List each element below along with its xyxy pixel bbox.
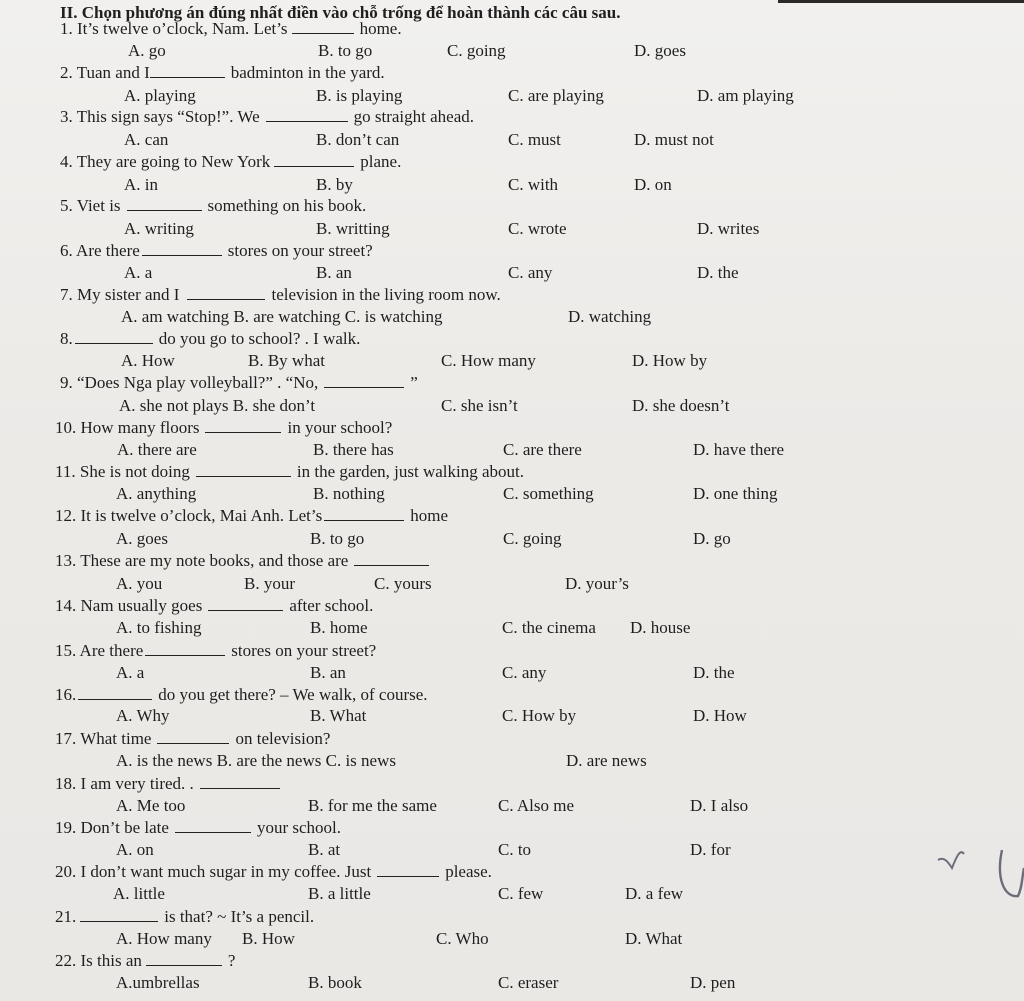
answer-option[interactable]: D. the: [697, 263, 739, 282]
answer-option[interactable]: C. going: [447, 41, 506, 60]
question-text-after: television in the living room now.: [271, 285, 501, 304]
answer-option[interactable]: D. she doesn’t: [632, 396, 730, 415]
answer-option[interactable]: D. your’s: [565, 574, 629, 593]
header-rule: [778, 0, 1024, 3]
answer-blank[interactable]: [80, 907, 158, 922]
answer-blank[interactable]: [175, 818, 251, 833]
answer-option[interactable]: B. book: [308, 973, 362, 992]
answer-option[interactable]: A. writing: [124, 219, 194, 238]
answer-blank[interactable]: [205, 418, 281, 433]
answer-option[interactable]: D. How: [693, 706, 747, 725]
answer-option[interactable]: B. for me the same: [308, 796, 437, 815]
question-text-after: on television?: [235, 729, 331, 748]
question-text-after: home: [410, 506, 449, 525]
answer-option[interactable]: B. to go: [318, 41, 373, 60]
answer-option[interactable]: A. a: [124, 263, 153, 282]
answer-option[interactable]: C. are there: [503, 440, 582, 459]
question-text: 22. Is this an: [55, 951, 142, 970]
question-text-after: your school.: [256, 818, 341, 837]
answer-option[interactable]: D. am playing: [697, 86, 794, 105]
answer-option[interactable]: C. any: [502, 663, 547, 682]
answer-option[interactable]: A. go: [128, 41, 166, 60]
question-text: 2. Tuan and I: [60, 63, 150, 82]
answer-option[interactable]: A. anything: [116, 484, 197, 503]
answer-option[interactable]: A. there are: [117, 440, 197, 459]
answer-option[interactable]: B. What: [310, 706, 367, 725]
question-text-after: ?: [227, 951, 236, 970]
question-text-after: ”: [410, 373, 418, 392]
question-text: 7. My sister and I: [60, 285, 180, 304]
question-text-after: in your school?: [287, 418, 393, 437]
answer-option[interactable]: C. How many: [441, 351, 536, 370]
question-13: [55, 551, 435, 571]
answer-option[interactable]: A. Me too: [116, 796, 186, 815]
answer-option[interactable]: D. have there: [693, 440, 785, 459]
answer-option[interactable]: A. is the news B. are the news C. is news: [116, 751, 396, 770]
answer-option[interactable]: B. By what: [248, 351, 325, 370]
answer-option[interactable]: A. goes: [116, 529, 168, 548]
answer-option[interactable]: C. Also me: [498, 796, 575, 815]
answer-option[interactable]: B. a little: [308, 884, 371, 903]
question-22: [55, 951, 235, 971]
question-text-after: is that? ~ It’s a pencil.: [164, 907, 315, 926]
answer-option[interactable]: D. How by: [632, 351, 708, 370]
question-5: [60, 196, 366, 216]
answer-option[interactable]: C. How by: [502, 706, 577, 725]
question-18: [55, 774, 286, 794]
answer-blank[interactable]: [127, 196, 202, 211]
answer-option[interactable]: A. to fishing: [116, 618, 202, 637]
answer-option[interactable]: D. I also: [690, 796, 749, 815]
question-text: 18. I am very tired. .: [55, 774, 194, 793]
answer-option[interactable]: C. wrote: [508, 219, 567, 238]
question-6: [60, 241, 373, 261]
answer-option[interactable]: C. she isn’t: [441, 396, 518, 415]
question-text-after: something on his book.: [207, 196, 367, 215]
answer-option[interactable]: C. eraser: [498, 973, 559, 992]
answer-option[interactable]: A. in: [124, 175, 158, 194]
answer-option[interactable]: A. a: [116, 663, 145, 682]
question-1: [60, 19, 402, 39]
answer-option[interactable]: D. watching: [568, 307, 652, 326]
answer-option[interactable]: C. few: [498, 884, 544, 903]
question-9: [60, 373, 418, 393]
question-text: 14. Nam usually goes: [55, 596, 203, 615]
answer-option[interactable]: C. the cinema: [502, 618, 596, 637]
answer-option[interactable]: D. for: [690, 840, 731, 859]
question-text: 19. Don’t be late: [55, 818, 169, 837]
question-text-after: go straight ahead.: [353, 107, 475, 126]
answer-blank[interactable]: [292, 19, 354, 34]
question-text: 8.: [60, 329, 73, 348]
answer-option[interactable]: A. you: [116, 574, 163, 593]
answer-option[interactable]: B. your: [244, 574, 295, 593]
answer-option[interactable]: B. writting: [316, 219, 390, 238]
answer-blank[interactable]: [142, 241, 222, 256]
answer-blank[interactable]: [145, 641, 225, 656]
answer-option[interactable]: B. is playing: [316, 86, 403, 105]
answer-option[interactable]: A. How many: [116, 929, 212, 948]
answer-option[interactable]: C. Who: [436, 929, 489, 948]
answer-blank[interactable]: [187, 285, 265, 300]
answer-option[interactable]: D. goes: [634, 41, 686, 60]
question-text: 10. How many floors: [55, 418, 200, 437]
question-text: 15. Are there: [55, 641, 144, 660]
question-text: 16.: [55, 685, 77, 704]
answer-option[interactable]: A. on: [116, 840, 154, 859]
answer-option[interactable]: D. one thing: [693, 484, 778, 503]
answer-option[interactable]: C. any: [508, 263, 553, 282]
question-text-after: stores on your street?: [227, 241, 373, 260]
answer-option[interactable]: A. playing: [124, 86, 196, 105]
question-17: [55, 729, 330, 749]
question-14: [55, 596, 373, 616]
answer-option[interactable]: D. the: [693, 663, 735, 682]
question-text: 21.: [55, 907, 77, 926]
answer-option[interactable]: A. How: [121, 351, 175, 370]
question-text-after: stores on your street?: [231, 641, 377, 660]
question-text: 20. I don’t want much sugar in my coffee. Just: [55, 862, 372, 881]
answer-option[interactable]: D. pen: [690, 973, 736, 992]
answer-blank[interactable]: [324, 506, 404, 521]
answer-option[interactable]: D. on: [634, 175, 672, 194]
answer-blank[interactable]: [377, 862, 439, 877]
answer-blank[interactable]: [75, 329, 153, 344]
answer-option[interactable]: C. going: [503, 529, 562, 548]
question-7: [60, 285, 501, 305]
answer-option[interactable]: D. a few: [625, 884, 684, 903]
answer-blank[interactable]: [150, 63, 225, 78]
answer-option[interactable]: B. at: [308, 840, 341, 859]
answer-option[interactable]: D. are news: [566, 751, 647, 770]
answer-blank[interactable]: [274, 152, 354, 167]
answer-option[interactable]: D. must not: [634, 130, 714, 149]
answer-blank[interactable]: [196, 462, 291, 477]
answer-option[interactable]: A. little: [113, 884, 165, 903]
question-19: [55, 818, 341, 838]
question-text-after: home.: [359, 19, 402, 38]
answer-option[interactable]: A. can: [124, 130, 169, 149]
question-text: 13. These are my note books, and those are: [55, 551, 349, 570]
question-text-after: badminton in the yard.: [230, 63, 385, 82]
question-15: [55, 641, 376, 661]
answer-option[interactable]: C. something: [503, 484, 594, 503]
question-text: 6. Are there: [60, 241, 140, 260]
answer-option[interactable]: D. What: [625, 929, 683, 948]
question-text-after: do you get there? – We walk, of course.: [158, 685, 428, 704]
answer-blank[interactable]: [266, 107, 348, 122]
question-text-after: after school.: [289, 596, 374, 615]
question-21: [55, 907, 314, 927]
question-12: [55, 506, 448, 526]
question-text-after: in the garden, just walking about.: [296, 462, 524, 481]
question-20: [55, 862, 492, 882]
question-text: 1. It’s twelve o’clock, Nam. Let’s: [60, 19, 288, 38]
answer-option[interactable]: C. to: [498, 840, 532, 859]
answer-option[interactable]: C. must: [508, 130, 561, 149]
answer-blank[interactable]: [200, 774, 280, 789]
answer-option[interactable]: D. writes: [697, 219, 760, 238]
answer-blank[interactable]: [324, 373, 404, 388]
question-text: 4. They are going to New York: [60, 152, 271, 171]
question-text: 3. This sign says “Stop!”. We: [60, 107, 260, 126]
question-8: [60, 329, 360, 349]
answer-option[interactable]: A. Why: [116, 706, 170, 725]
question-text-after: do you go to school? . I walk.: [158, 329, 361, 348]
answer-option[interactable]: A.umbrellas: [116, 973, 200, 992]
answer-option[interactable]: A. am watching B. are watching C. is watching: [121, 307, 443, 326]
answer-blank[interactable]: [208, 596, 283, 611]
answer-option[interactable]: B. an: [316, 263, 352, 282]
answer-option[interactable]: C. with: [508, 175, 559, 194]
section-title: II. Chọn phương án đúng nhất điền vào chỗ trống để hoàn thành các câu sau.: [60, 3, 621, 22]
answer-option[interactable]: D. go: [693, 529, 731, 548]
answer-option[interactable]: B. don’t can: [316, 130, 400, 149]
answer-option[interactable]: B. to go: [310, 529, 365, 548]
question-text-after: plane.: [360, 152, 402, 171]
question-text: 12. It is twelve o’clock, Mai Anh. Let’s: [55, 506, 323, 525]
answer-option[interactable]: B. an: [310, 663, 346, 682]
question-3: [60, 107, 474, 127]
question-text: 17. What time: [55, 729, 152, 748]
question-4: [60, 152, 401, 172]
answer-option[interactable]: D. house: [630, 618, 691, 637]
question-text: 5. Viet is: [60, 196, 121, 215]
answer-blank[interactable]: [157, 729, 229, 744]
question-text: 11. She is not doing: [55, 462, 190, 481]
answer-option[interactable]: A. she not plays B. she don’t: [119, 396, 316, 415]
question-11: [55, 462, 524, 482]
answer-option[interactable]: C. yours: [374, 574, 432, 593]
answer-blank[interactable]: [78, 685, 152, 700]
answer-option[interactable]: B. How: [242, 929, 295, 948]
answer-blank[interactable]: [146, 951, 222, 966]
question-10: [55, 418, 392, 438]
answer-option[interactable]: B. by: [316, 175, 353, 194]
question-text: 9. “Does Nga play volleyball?” . “No,: [60, 373, 319, 392]
answer-option[interactable]: B. there has: [313, 440, 394, 459]
handwritten-mark: [930, 838, 1024, 908]
question-2: [60, 63, 385, 83]
answer-option[interactable]: C. are playing: [508, 86, 604, 105]
answer-option[interactable]: B. nothing: [313, 484, 385, 503]
question-16: [55, 685, 428, 705]
answer-option[interactable]: B. home: [310, 618, 368, 637]
answer-blank[interactable]: [354, 551, 429, 566]
question-text-after: please.: [445, 862, 492, 881]
